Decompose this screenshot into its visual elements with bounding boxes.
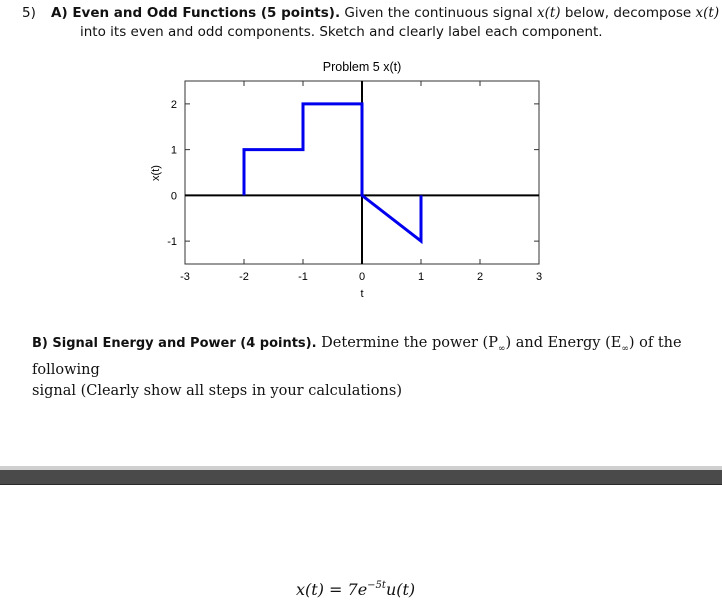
- x-axis-label: t: [360, 288, 364, 300]
- y-tick-label: -1: [167, 236, 177, 249]
- problem-a-text1: Given the continuous signal: [340, 5, 537, 21]
- x-tick-label: -3: [180, 271, 190, 283]
- equation-rhs: u(t): [385, 580, 416, 599]
- problem-b-text3: ) of the following: [32, 335, 682, 378]
- x-tick-label: 2: [476, 271, 484, 283]
- x-tick-label: 3: [535, 271, 543, 283]
- y-tick-label: 2: [170, 98, 177, 111]
- problem-number: 5): [22, 5, 36, 21]
- x-tick-label: 0: [358, 271, 366, 283]
- y-ticks: [167, 99, 539, 248]
- problem-b-line1: [32, 333, 702, 381]
- x-tick-label: 1: [417, 271, 425, 283]
- problem-b-text2: ) and Energy (E: [505, 335, 622, 351]
- equation-exponent: −5t: [367, 580, 386, 591]
- x-tick-label: -2: [239, 271, 249, 283]
- problem-b-title: B) Signal Energy and Power (4 points).: [32, 336, 317, 351]
- problem-a-text2: below, decompose: [560, 5, 696, 21]
- power-subscript: ∞: [497, 343, 506, 354]
- y-tick-label: 1: [170, 144, 177, 157]
- signal-line: [244, 104, 421, 241]
- problem-b-text1: Determine the power (P: [316, 335, 498, 351]
- page-separator: [0, 470, 722, 485]
- signal-equation: [296, 580, 415, 599]
- plot-title: Problem 5 x(t): [322, 60, 402, 74]
- problem-a-line2: into its even and odd components. Sketch and clearly label each component.: [80, 24, 603, 40]
- x-tick-label: -1: [298, 271, 308, 283]
- signal-symbol: x(t): [536, 5, 561, 21]
- y-tick-label: 0: [170, 190, 177, 203]
- equation-lhs: x(t) = 7e: [296, 580, 368, 599]
- problem-b-line2: signal (Clearly show all steps in your calculations): [32, 382, 402, 399]
- problem-b: [32, 333, 702, 402]
- problem-a-title: A) Even and Odd Functions (5 points).: [51, 5, 341, 21]
- y-axis-label: x(t): [150, 165, 162, 181]
- signal-symbol-2: x(t): [695, 5, 720, 21]
- energy-subscript: ∞: [621, 343, 629, 354]
